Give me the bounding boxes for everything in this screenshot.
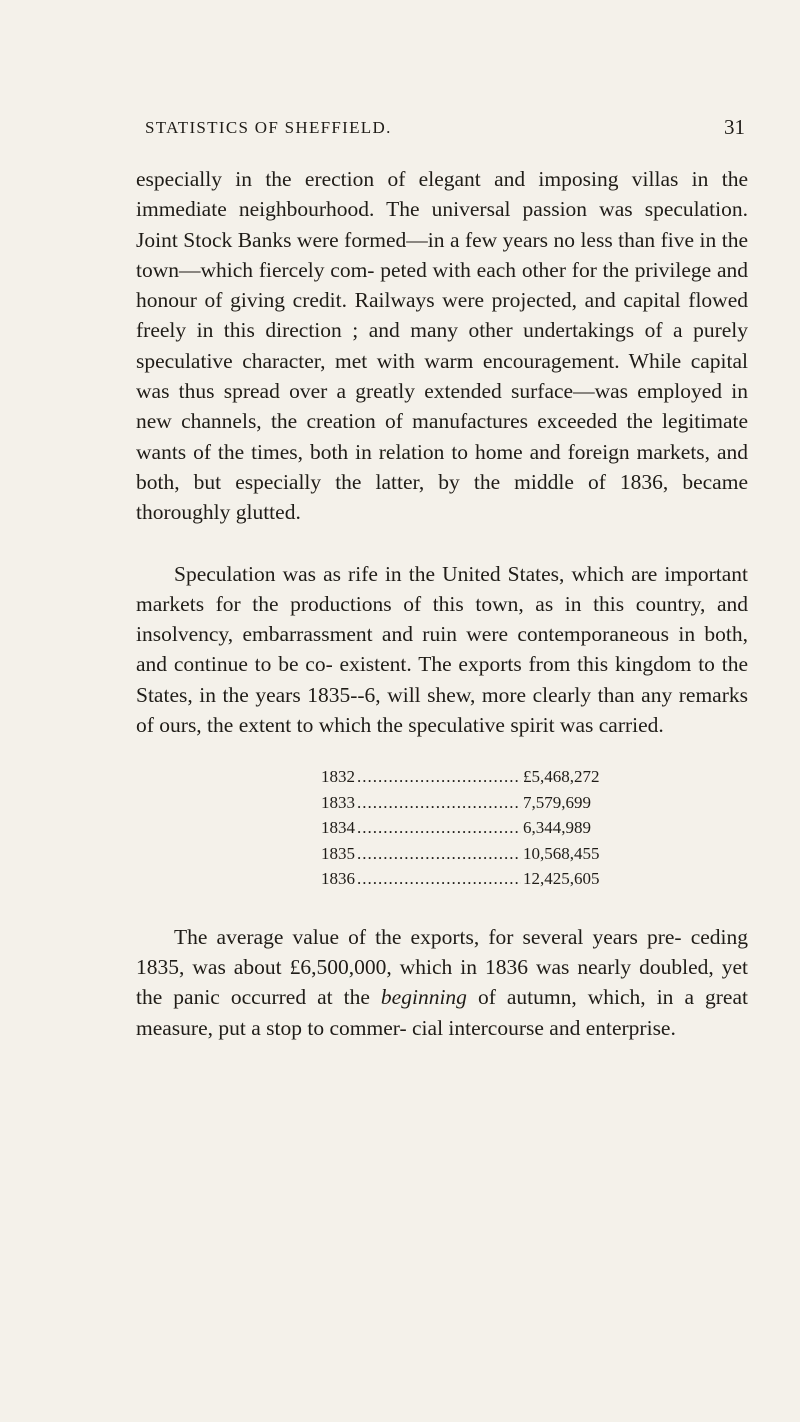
paragraph-2: Speculation was as rife in the United States, which are important markets for the productions of this town, as in this country, and insolvency, embarrassment and ruin were contemporaneous in both, and continue to be co- existent. The exports from this kingdom to the States, in the years 1835--6, will shew, more clearly than any remarks of ours, the extent to which the speculative spirit was carried. [136,561,748,738]
page-header [145,115,745,148]
table-row [321,764,631,790]
table-year: 1834 [321,818,355,838]
emphasis-beginning: beginning [380,985,467,1010]
leader-dots [357,841,521,867]
table-amount: 7,579,699 [523,792,591,812]
table-row [321,815,631,841]
table-amount: £5,468,272 [523,767,600,787]
leader-dots [357,764,521,790]
table-year: 1833 [321,792,355,812]
table-amount: 10,568,455 [523,843,600,863]
leader-dots [357,866,521,892]
page-number: 31 [724,115,745,139]
table-year: 1835 [321,843,355,863]
table-amount: 6,344,989 [523,818,591,838]
paragraph-3-text-a: The average value of the exports, for several years pre- ceding 1835, was about £6,500,000, which in 1836 was nearly doubled, yet the panic occurred at the [136,924,748,1010]
paragraph-3 [136,922,748,1043]
table-year: 1832 [321,767,355,787]
table-row [321,841,631,867]
leader-dots [357,815,521,841]
exports-table [321,764,631,892]
paragraph-1: especially in the erection of elegant and imposing villas in the immediate neighbourhood. The universal passion was speculation. Joint Stock Banks were formed—in a few years no less than five in the town—which fiercely com- peted with each other for the privilege and honour of giving credit. Railways were projected, and capital flowed freely in this direction ; and many other undertakings of a purely speculative character, met with warm encouragement. While capital was thus spread over a greatly extended surface—was employed in new channels, the creation of manufactures exceeded the legitimate wants of the times, both in relation to home and foreign markets, and both, but especially the latter, by the middle of 1836, became thoroughly glutted. [136,167,748,525]
body-text [136,164,748,1043]
table-row [321,790,631,816]
leader-dots [357,790,521,816]
table-amount: 12,425,605 [523,869,600,889]
table-row [321,866,631,892]
running-title: STATISTICS OF SHEFFIELD. [145,118,392,137]
table-year: 1836 [321,869,355,889]
paragraph-3-text-b: of autumn, which, in a great measure, put a stop to commer- cial intercourse and enterprise. [136,985,748,1040]
